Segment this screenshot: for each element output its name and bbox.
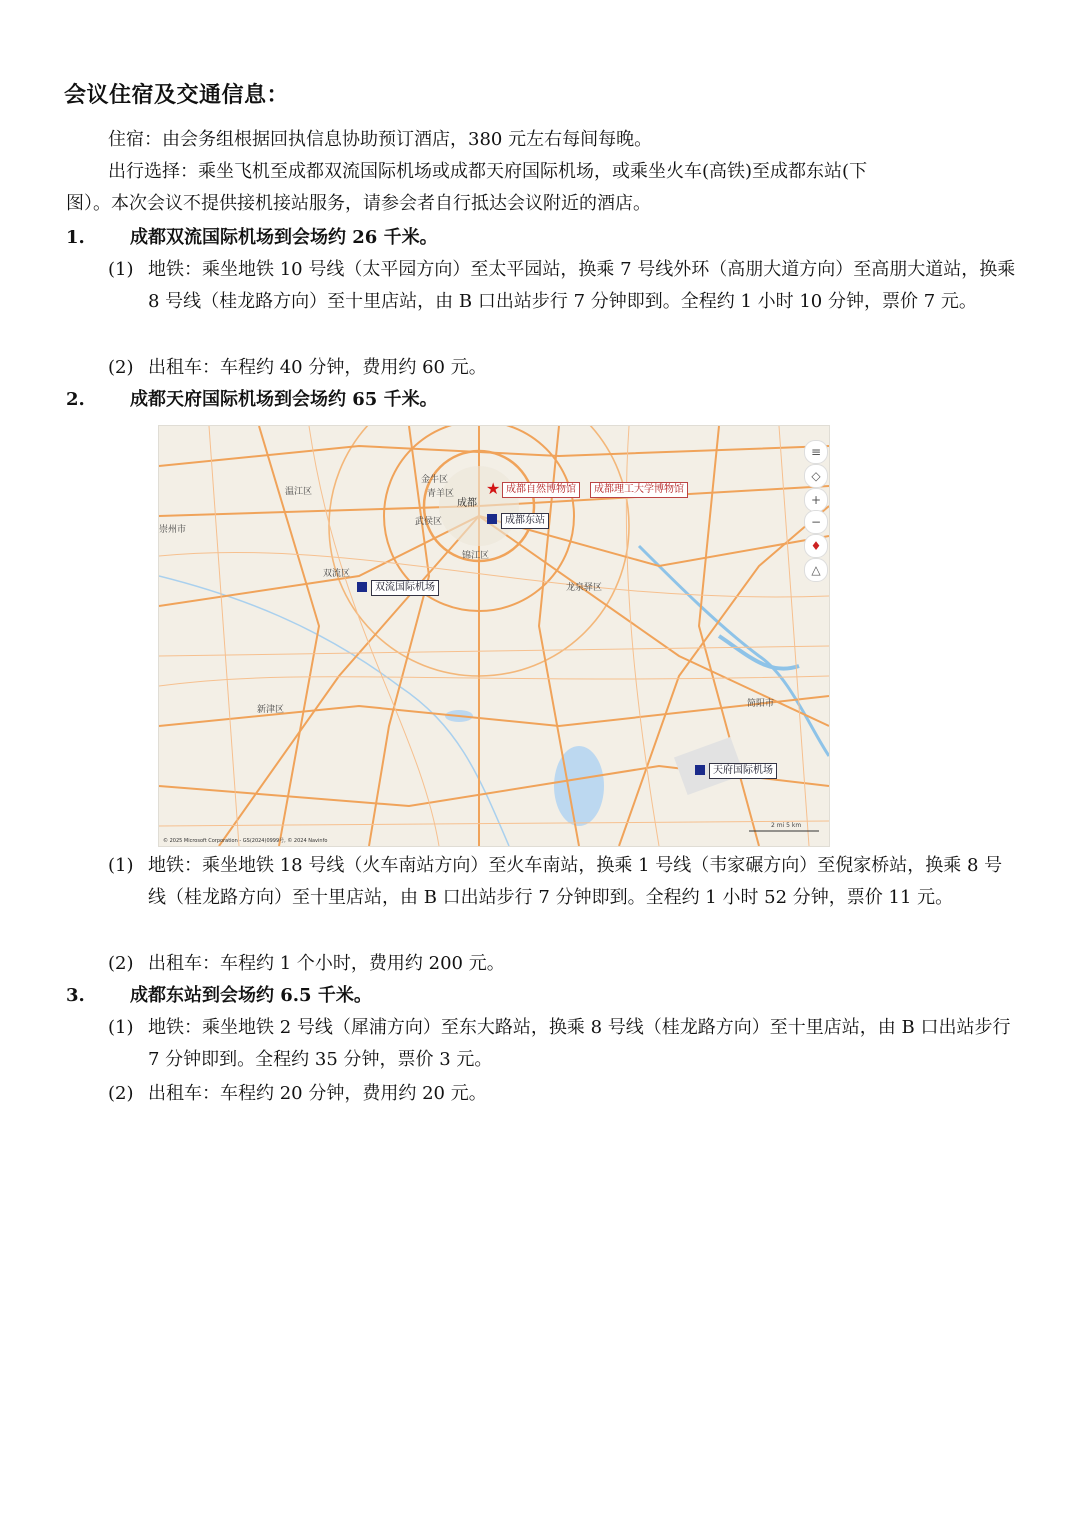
tianfu-marker-icon bbox=[695, 765, 705, 775]
shuangliu-marker-icon bbox=[357, 582, 367, 592]
section-heading-1 bbox=[66, 222, 438, 254]
list-item bbox=[108, 850, 1018, 946]
map-label-chengdu: 成都 bbox=[457, 498, 477, 509]
map-label-qingyang: 青羊区 bbox=[427, 489, 455, 499]
item-label: (1) bbox=[108, 259, 134, 280]
venue-star-icon: ★ bbox=[486, 479, 501, 498]
page-title: 会议住宿及交通信息： bbox=[64, 83, 290, 108]
section-title: 成都东站到会场约 6.5 千米。 bbox=[130, 985, 372, 1006]
locate-icon[interactable]: ◇ bbox=[804, 464, 828, 488]
section-number: 1. bbox=[66, 227, 85, 248]
tilt-icon[interactable]: △ bbox=[804, 558, 828, 582]
item-text: 出租车：车程约 1 个小时，费用约 200 元。 bbox=[148, 953, 505, 974]
poi-east-station: 成都东站 bbox=[501, 513, 549, 529]
poi-museum-2: 成都理工大学博物馆 bbox=[590, 482, 688, 498]
map-label-longquanyi: 龙泉驿区 bbox=[566, 583, 603, 593]
lodging-text: 住宿：由会务组根据回执信息协助预订酒店，380 元左右每间每晚。 bbox=[108, 129, 653, 150]
item-text: 地铁：乘坐地铁 2 号线（犀浦方向）至东大路站，换乘 8 号线（桂龙路方向）至十里店站，由 B 口出站步行 7 分钟即到。全程约 35 分钟，票价 3 元。 bbox=[148, 1017, 1011, 1070]
list-item bbox=[108, 352, 1018, 384]
poi-museum-1: 成都自然博物馆 bbox=[502, 482, 580, 498]
route-map bbox=[158, 425, 830, 847]
item-text: 出租车：车程约 40 分钟，费用约 60 元。 bbox=[148, 357, 487, 378]
item-text: 地铁：乘坐地铁 10 号线（太平园方向）至太平园站，换乘 7 号线外环（高朋大道方向）至高朋大道站，换乘 8 号线（桂龙路方向）至十里店站，由 B 口出站步行 7 分钟即到。全程约 1 小时 10 分钟，票价 7 元。 bbox=[148, 259, 1016, 312]
map-scale: 2 mi 5 km bbox=[771, 822, 802, 829]
section-number: 2. bbox=[66, 389, 85, 410]
section-title: 成都双流国际机场到会场约 26 千米。 bbox=[130, 227, 438, 248]
section-title: 成都天府国际机场到会场约 65 千米。 bbox=[130, 389, 438, 410]
item-label: (1) bbox=[108, 855, 134, 876]
layers-icon[interactable]: ≡ bbox=[804, 440, 828, 464]
travel-text-line2: 图）。本次会议不提供接机接站服务，请参会者自行抵达会议附近的酒店。 bbox=[66, 193, 651, 214]
item-label: (2) bbox=[108, 357, 134, 378]
map-label-shuangliu: 双流区 bbox=[323, 569, 351, 579]
item-text: 地铁：乘坐地铁 18 号线（火车南站方向）至火车南站，换乘 1 号线（韦家碾方向）至倪家桥站，换乘 8 号线（桂龙路方向）至十里店站，由 B 口出站步行 7 分钟即到。全程约 1 小时 52 分钟，票价 11 元。 bbox=[148, 855, 1003, 908]
zoom-out-icon[interactable]: − bbox=[804, 510, 828, 534]
compass-icon[interactable]: ♦ bbox=[804, 534, 828, 558]
travel-text-line1: 出行选择：乘坐飞机至成都双流国际机场或成都天府国际机场，或乘坐火车(高铁)至成都东站(下 bbox=[108, 161, 868, 182]
item-label: (2) bbox=[108, 1083, 134, 1104]
map-label-jianyang: 简阳市 bbox=[747, 699, 775, 709]
poi-tianfu-airport: 天府国际机场 bbox=[709, 763, 777, 779]
item-label: (2) bbox=[108, 953, 134, 974]
map-label-chongzhou: 崇州市 bbox=[159, 525, 187, 535]
east-station-marker-icon bbox=[487, 514, 497, 524]
list-item bbox=[108, 1078, 1018, 1110]
map-label-xinjin: 新津区 bbox=[257, 705, 285, 715]
poi-shuangliu-airport: 双流国际机场 bbox=[371, 580, 439, 596]
map-label-wuhou: 武侯区 bbox=[415, 517, 443, 527]
section-heading-3 bbox=[66, 980, 372, 1012]
map-label-jinniu: 金牛区 bbox=[421, 475, 449, 485]
section-heading-2 bbox=[66, 384, 438, 416]
zoom-in-icon[interactable]: + bbox=[804, 488, 828, 512]
list-item bbox=[108, 948, 1018, 980]
item-text: 出租车：车程约 20 分钟，费用约 20 元。 bbox=[148, 1083, 487, 1104]
list-item bbox=[108, 254, 1018, 350]
map-label-wenjiang: 温江区 bbox=[285, 487, 313, 497]
map-copyright: © 2025 Microsoft Corporation - GS(2024)0999号, © 2024 Navinfo bbox=[163, 838, 328, 844]
map-label-jinjiang: 锦江区 bbox=[462, 551, 490, 561]
section-number: 3. bbox=[66, 985, 85, 1006]
item-label: (1) bbox=[108, 1017, 134, 1038]
list-item bbox=[108, 1012, 1018, 1076]
